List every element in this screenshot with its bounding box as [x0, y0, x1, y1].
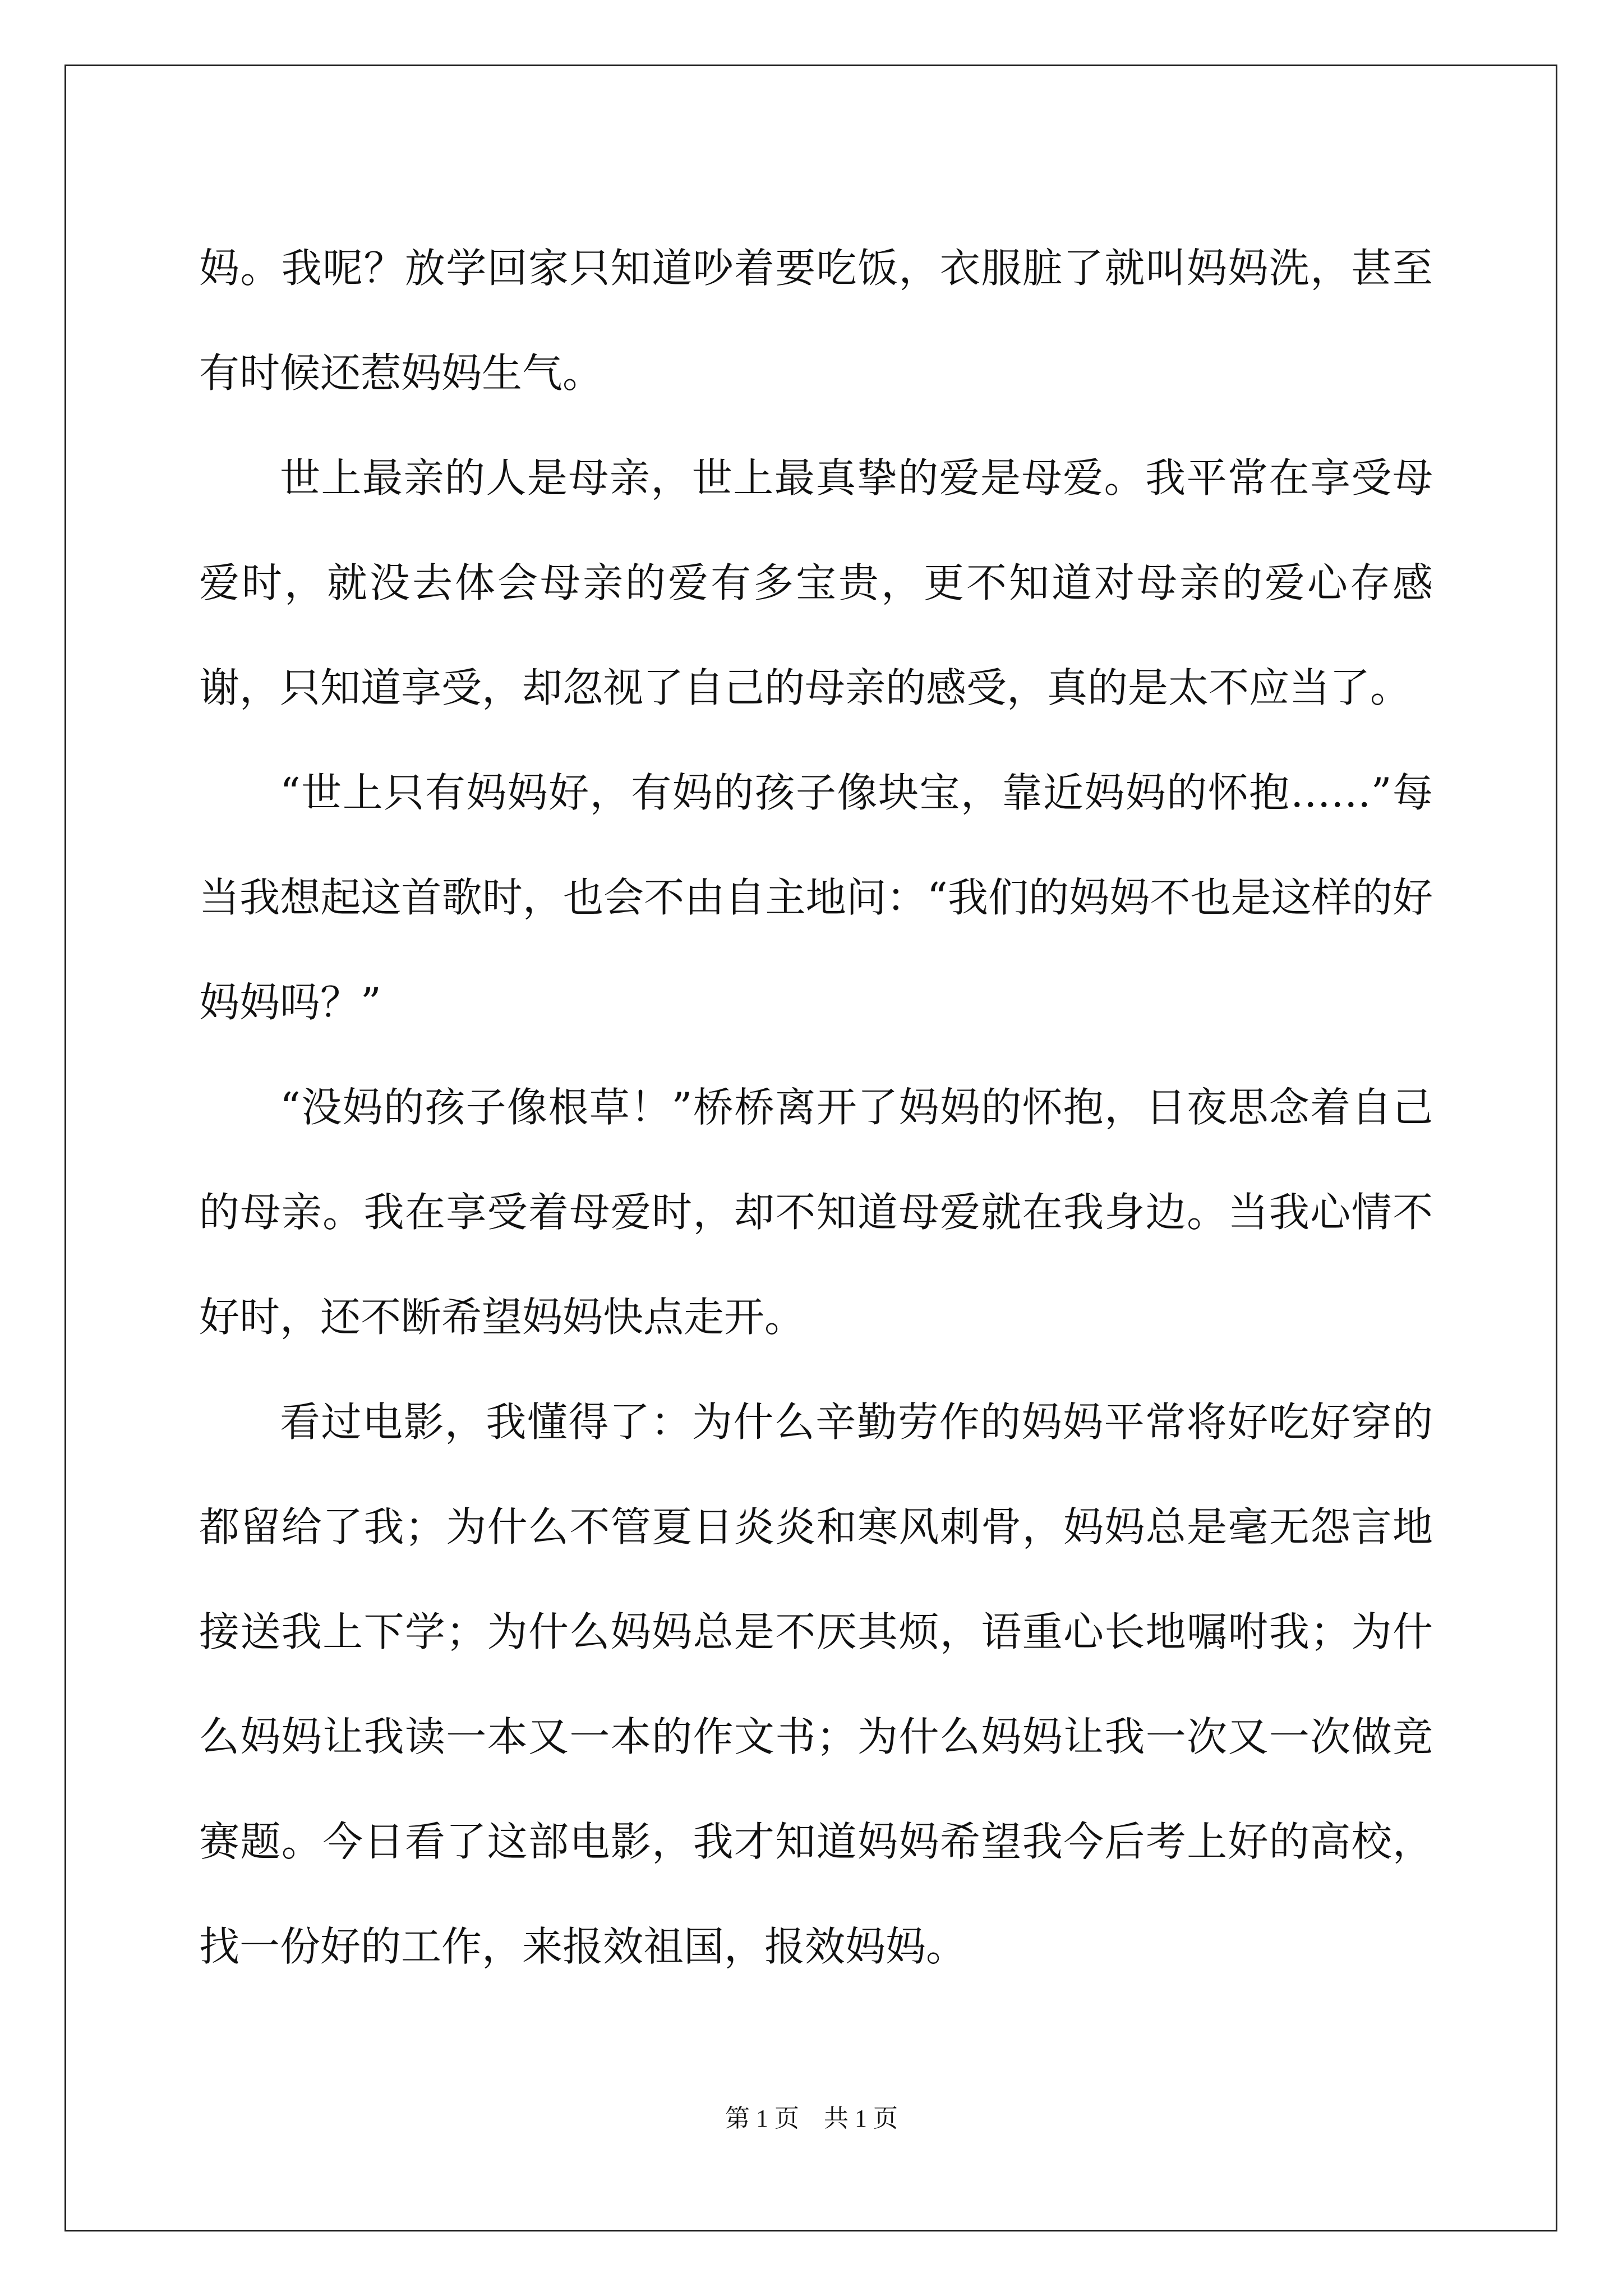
page-number-label: 第 1 页 共 1 页 [725, 2105, 898, 2132]
document-body [199, 216, 1433, 1999]
page-footer [0, 2105, 1623, 2133]
paragraph-3: “世上只有妈妈好，有妈的孩子像块宝，靠近妈妈的怀抱……”每当我想起这首歌时，也会不由自主地问：“我们的妈妈不也是这样的好妈妈吗？” [199, 769, 1433, 1026]
paragraph-2: 世上最亲的人是母亲，世上最真挚的爱是母爱。我平常在享受母爱时，就没去体会母亲的爱有多宝贵，更不知道对母亲的爱心存感谢，只知道享受，却忽视了自己的母亲的感受，真的是太不应当了。 [199, 454, 1433, 711]
paragraph-1: 妈。我呢？放学回家只知道吵着要吃饭，衣服脏了就叫妈妈洗，甚至有时候还惹妈妈生气。 [199, 245, 1433, 397]
paragraph-5: 看过电影，我懂得了：为什么辛勤劳作的妈妈平常将好吃好穿的都留给了我；为什么不管夏日炎炎和寒风刺骨，妈妈总是毫无怨言地接送我上下学；为什么妈妈总是不厌其烦，语重心长地嘱咐我；为什么妈妈让我读一本又一本的作文书；为什么妈妈让我一次又一次做竞赛题。今日看了这部电影，我才知道妈妈希望我今后考上好的高校，找一份好的工作，来报效祖国，报效妈妈。 [199, 1398, 1433, 1970]
paragraph-4: “没妈的孩子像根草！”桥桥离开了妈妈的怀抱，日夜思念着自己的母亲。我在享受着母爱时，却不知道母爱就在我身边。当我心情不好时，还不断希望妈妈快点走开。 [199, 1084, 1433, 1341]
